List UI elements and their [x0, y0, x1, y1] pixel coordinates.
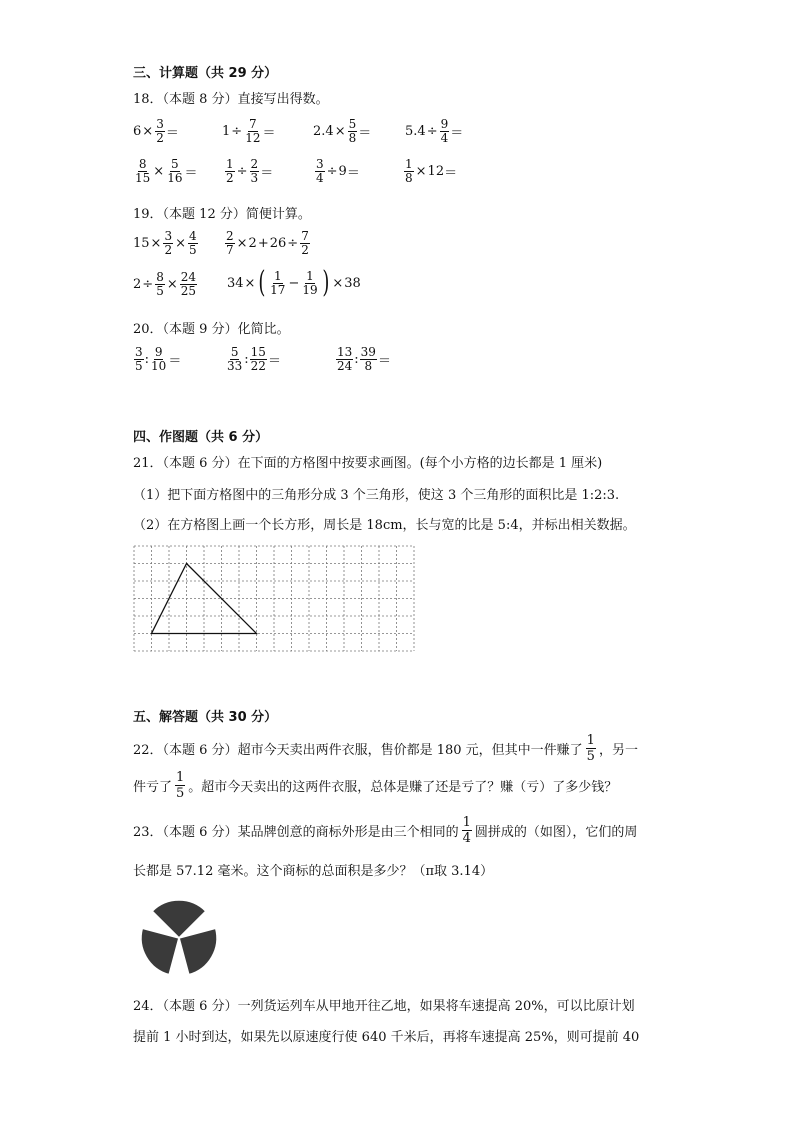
q18-expr-3: 2.4 × $\frac{5}{8}$ ＝	[313, 117, 372, 145]
q18-expr-4: 5.4 ÷ $\frac{9}{4}$ ＝	[405, 117, 464, 145]
logo-sector-right	[179, 928, 217, 975]
q23-line-2: 长都是 57.12 毫米。这个商标的总面积是多少？（π取 3.14）	[133, 864, 494, 879]
q24-line-1: 24．（本题 6 分）一列货运列车从甲地开往乙地，如果将车速提高 20%，可以比原计划	[133, 999, 635, 1014]
q19-expr-3: 2 ÷ $\frac{8}{5}$ × $\frac{24}{25}$	[133, 270, 197, 298]
section-3-title: 三、计算题（共 29 分）	[133, 66, 278, 81]
q18-prompt: 18．（本题 8 分）直接写出得数。	[133, 92, 329, 107]
q18-expr-7: $\frac{3}{4}$ ÷ 9 ＝	[316, 157, 360, 185]
q20-expr-3: $\frac{13}{24}$ : $\frac{39}{8}$ ＝	[337, 345, 391, 373]
q24-line-2: 提前 1 小时到达，如果先以原速度行使 640 千米后，再将车速提高 25%，则可提前 40	[133, 1030, 640, 1045]
grid-figure[interactable]	[133, 545, 417, 657]
q19-expr-1: 15 × $\frac{3}{2}$ × $\frac{4}{5}$	[133, 229, 197, 257]
q21-sub2: （2）在方格图上画一个长方形，周长是 18cm，长与宽的比是 5:4，并标出相关数据。	[133, 518, 636, 533]
q18-expr-2: 1 ÷ $\frac{7}{12}$ ＝	[222, 117, 276, 145]
q18-expr-1: 6 × $\frac{3}{2}$ ＝	[133, 117, 179, 145]
section-4-title: 四、作图题（共 6 分）	[133, 430, 269, 445]
q21-sub1: （1）把下面方格图中的三角形分成 3 个三角形，使这 3 个三角形的面积比是 1:2:3.	[133, 488, 620, 503]
q19-expr-2: $\frac{2}{7}$ × 2 + 26 ÷ $\frac{7}{2}$	[226, 229, 309, 257]
q18-expr-8: $\frac{1}{8}$ × 12 ＝	[405, 157, 458, 185]
q22-line-2: 件亏了 $\frac{1}{5}$ 。超市今天卖出的这两件衣服，总体是赚了还是亏了？赚（亏）了多少钱？	[133, 770, 618, 801]
q18-expr-6: $\frac{1}{2}$ ÷ $\frac{2}{3}$ ＝	[226, 157, 274, 185]
logo-sector-left	[141, 928, 179, 975]
trademark-logo	[138, 897, 220, 979]
q18-expr-5: $\frac{8}{15}$ × $\frac{5}{16}$ ＝	[135, 157, 198, 185]
section-5-title: 五、解答题（共 30 分）	[133, 710, 278, 725]
q23-line-1: 23．（本题 6 分）某品牌创意的商标外形是由三个相同的 $\frac{1}{4}$ 圆拼成的（如图），它们的周	[133, 815, 638, 846]
q21-prompt: 21．（本题 6 分）在下面的方格图中按要求画图。(每个小方格的边长都是 1 厘米)	[133, 456, 603, 471]
q19-expr-4: 34 × ( $\frac{1}{17}$ − $\frac{1}{19}$ ) × 38	[227, 265, 361, 300]
q20-expr-1: $\frac{3}{5}$ : $\frac{9}{10}$ ＝	[135, 345, 182, 373]
q19-prompt: 19．（本题 12 分）简便计算。	[133, 207, 311, 222]
q22-line-1: 22．（本题 6 分）超市今天卖出两件衣服，售价都是 180 元，但其中一件赚了 $\frac{1}{5}$ ，另一	[133, 733, 638, 764]
q20-prompt: 20．（本题 9 分）化简比。	[133, 322, 290, 337]
q20-expr-2: $\frac{5}{33}$ : $\frac{15}{22}$ ＝	[227, 345, 281, 373]
